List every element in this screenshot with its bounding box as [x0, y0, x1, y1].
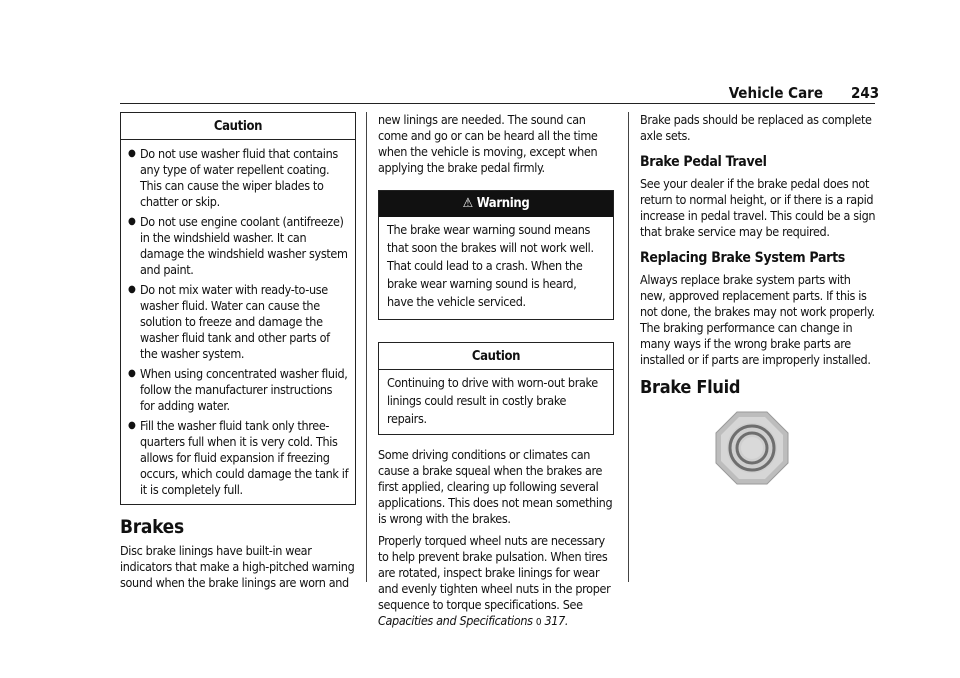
warning-text: The brake wear warning sound means that soon the brakes will not work well. That could lead to a crash. When the brake wear warning sound is heard, have the vehicle serviced.: [387, 222, 594, 309]
caution-bullet: [128, 146, 349, 210]
caution-box: [120, 112, 356, 505]
pedal-travel-text: See your dealer if the brake pedal does not return to normal height, or if there is a rapid increase in pedal travel. This could be a sign that brake service may be required.: [640, 176, 876, 239]
caution-title-2: Caution: [379, 343, 613, 370]
brakes-continued: new linings are needed. The sound can come and go or can be heard all the time when the vehicle is moving, except when applying the brake pedal firmly.: [378, 112, 598, 175]
warning-header: [379, 191, 613, 217]
warning-box: [378, 190, 614, 320]
caution-text-2: Continuing to drive with worn-out brake linings could result in costly brake repairs.: [387, 375, 598, 426]
brakes-paragraph: Disc brake linings have built-in wear indicators that make a high-pitched warning sound when the brake linings are worn and: [120, 543, 355, 590]
column-divider-2: [628, 112, 629, 582]
column-3: [640, 112, 876, 490]
bullet-dot-icon: ●: [128, 284, 136, 295]
caution-bullet-text: Do not use washer fluid that contains any type of water repellent coating. This can cause the wiper blades to chatter or skip.: [140, 146, 338, 209]
pedal-travel-heading: Brake Pedal Travel: [640, 154, 767, 170]
replacing-parts-heading: Replacing Brake System Parts: [640, 250, 845, 266]
caution-box-2: [378, 342, 614, 435]
header-rule: [120, 103, 875, 104]
bullet-dot-icon: ●: [128, 420, 136, 431]
pads-paragraph: Brake pads should be replaced as complete axle sets.: [640, 112, 872, 143]
bullet-dot-icon: ●: [128, 216, 136, 227]
caution-bullet-text: Do not mix water with ready-to-use washer fluid. Water can cause the solution to freeze and damage the washer fluid tank and other parts of the washer system.: [140, 282, 330, 361]
caution-bullet: [128, 282, 349, 362]
caution-list: [121, 140, 355, 504]
caution-bullet: [128, 214, 349, 278]
caution-title: Caution: [121, 113, 355, 140]
brakes-heading: Brakes: [120, 516, 184, 538]
caution-bullet-text: When using concentrated washer fluid, follow the manufacturer instructions for adding water.: [140, 366, 348, 413]
squeal-paragraph: Some driving conditions or climates can cause a brake squeal when the brakes are first applied, clearing up following several applications. This does not mean something is wrong with the brakes.: [378, 447, 613, 526]
bullet-dot-icon: ●: [128, 368, 136, 379]
torque-text: Properly torqued wheel nuts are necessary to help prevent brake pulsation. When tires are rotated, inspect brake linings for wear and evenly tighten wheel nuts in the proper sequence to torque specifications. See: [378, 533, 611, 612]
page-ref-number[interactable]: 317.: [544, 613, 569, 628]
section-title: Vehicle Care: [728, 84, 823, 102]
warning-title: Warning: [476, 196, 530, 211]
column-divider: [366, 112, 367, 582]
brake-fluid-heading: Brake Fluid: [640, 377, 741, 398]
caution-bullet-text: Do not use engine coolant (antifreeze) in the windshield washer. It can damage the windshield washer system and paint.: [140, 214, 348, 277]
column-1: [120, 112, 356, 597]
torque-paragraph: [378, 533, 614, 631]
page-ref-icon: 0: [535, 617, 542, 628]
warning-triangle-icon: ⚠: [462, 196, 473, 211]
caution-bullet: [128, 366, 349, 414]
capacities-link[interactable]: Capacities and Specifications: [378, 613, 533, 628]
page-number: 243: [851, 84, 880, 102]
caution-bullet-text: Fill the washer fluid tank only three-quarters full when it is very cold. This allows for fluid expansion if freezing occurs, which could damage the tank if it is completely full.: [140, 418, 349, 497]
column-2: [378, 112, 614, 637]
replacing-parts-text: Always replace brake system parts with new, approved replacement parts. If this is not done, the brakes may not work properly. The braking performance can change in many ways if the wrong brake parts are installed or if parts are improperly installed.: [640, 272, 875, 367]
bullet-dot-icon: ●: [128, 148, 136, 159]
caution-bullet: [128, 418, 349, 498]
brake-fluid-cap-icon: [714, 410, 876, 490]
